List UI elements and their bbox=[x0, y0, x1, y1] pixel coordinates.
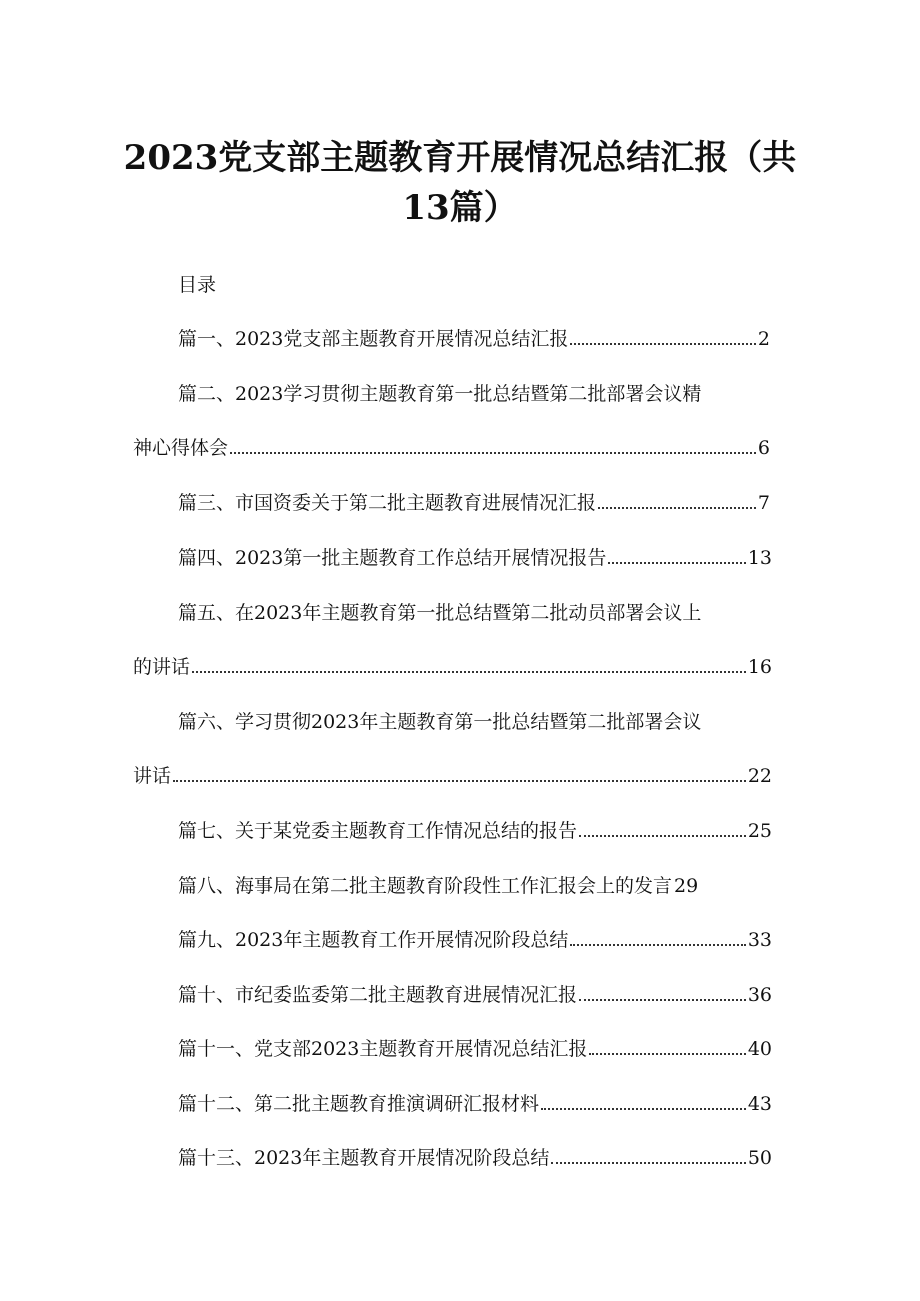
toc-entry-title: 篇十、市纪委监委第二批主题教育进展情况汇报 bbox=[178, 984, 578, 1006]
toc-dot-leader bbox=[608, 556, 745, 564]
toc-page-number: 22 bbox=[747, 765, 772, 787]
toc-entry-title-continued: 的讲话 bbox=[133, 656, 191, 678]
toc-entry-2-line-2[interactable] bbox=[133, 435, 770, 461]
toc-page-number: 29 bbox=[674, 875, 699, 897]
toc-page-number: 33 bbox=[747, 929, 772, 951]
toc-dot-leader bbox=[551, 1156, 745, 1164]
toc-page-number: 7 bbox=[757, 492, 770, 514]
toc-page-number: 2 bbox=[757, 328, 770, 350]
toc-entry-5-line-2[interactable] bbox=[133, 654, 772, 680]
toc-entry-title: 篇十一、党支部2023主题教育开展情况总结汇报 bbox=[178, 1038, 588, 1060]
document-title-line-1: 2023党支部主题教育开展情况总结汇报（共 bbox=[123, 138, 797, 178]
toc-entry-title: 篇九、2023年主题教育工作开展情况阶段总结 bbox=[178, 929, 569, 951]
toc-dot-leader bbox=[541, 1102, 746, 1110]
toc-page-number: 36 bbox=[747, 984, 772, 1006]
toc-entry-title: 篇四、2023第一批主题教育工作总结开展情况报告 bbox=[178, 547, 607, 569]
toc-entry-4[interactable] bbox=[178, 545, 772, 571]
toc-page-number: 6 bbox=[757, 437, 770, 459]
toc-dot-leader bbox=[192, 665, 746, 673]
toc-dot-leader bbox=[230, 446, 756, 454]
toc-dot-leader bbox=[173, 774, 746, 782]
toc-entry-title: 篇十三、2023年主题教育开展情况阶段总结 bbox=[178, 1147, 550, 1169]
toc-entry-title: 篇二、2023学习贯彻主题教育第一批总结暨第二批部署会议精 bbox=[178, 383, 702, 405]
toc-entry-6-line-1[interactable] bbox=[178, 709, 701, 735]
toc-page-number: 43 bbox=[747, 1093, 772, 1115]
toc-entry-title-continued: 讲话 bbox=[133, 765, 172, 787]
toc-dot-leader bbox=[570, 938, 745, 946]
toc-entry-12[interactable] bbox=[178, 1091, 772, 1117]
toc-page-number: 25 bbox=[747, 820, 772, 842]
toc-entry-3[interactable] bbox=[178, 490, 770, 516]
toc-page-number: 50 bbox=[747, 1147, 772, 1169]
toc-entry-title: 篇三、市国资委关于第二批主题教育进展情况汇报 bbox=[178, 492, 597, 514]
toc-dot-leader bbox=[598, 501, 756, 509]
toc-dot-leader bbox=[589, 1047, 745, 1055]
document-title-line-2: 13篇） bbox=[402, 188, 518, 228]
toc-entry-6-line-2[interactable] bbox=[133, 763, 772, 789]
toc-entry-title: 篇七、关于某党委主题教育工作情况总结的报告 bbox=[178, 820, 578, 842]
toc-entry-title: 篇六、学习贯彻2023年主题教育第一批总结暨第二批部署会议 bbox=[178, 711, 702, 733]
toc-entry-title: 篇八、海事局在第二批主题教育阶段性工作汇报会上的发言 bbox=[178, 875, 673, 897]
toc-page-number: 40 bbox=[747, 1038, 772, 1060]
toc-dot-leader bbox=[579, 993, 746, 1001]
toc-entry-title: 篇一、2023党支部主题教育开展情况总结汇报 bbox=[178, 328, 569, 350]
toc-page-number: 13 bbox=[747, 547, 772, 569]
toc-entry-1[interactable] bbox=[178, 326, 770, 352]
toc-heading: 目录 bbox=[178, 274, 217, 296]
toc-entry-7[interactable] bbox=[178, 818, 772, 844]
toc-entry-title: 篇五、在2023年主题教育第一批总结暨第二批动员部署会议上 bbox=[178, 602, 702, 624]
toc-dot-leader bbox=[570, 337, 756, 345]
toc-dot-leader bbox=[579, 829, 746, 837]
toc-entry-13[interactable] bbox=[178, 1145, 772, 1171]
toc-entry-8[interactable] bbox=[178, 873, 698, 899]
toc-entry-title: 篇十二、第二批主题教育推演调研汇报材料 bbox=[178, 1093, 540, 1115]
toc-entry-10[interactable] bbox=[178, 982, 772, 1008]
toc-entry-5-line-1[interactable] bbox=[178, 600, 701, 626]
toc-entry-9[interactable] bbox=[178, 927, 772, 953]
toc-entry-11[interactable] bbox=[178, 1036, 772, 1062]
toc-page-number: 16 bbox=[747, 656, 772, 678]
toc-entry-2-line-1[interactable] bbox=[178, 381, 701, 407]
toc-entry-title-continued: 神心得体会 bbox=[133, 437, 229, 459]
